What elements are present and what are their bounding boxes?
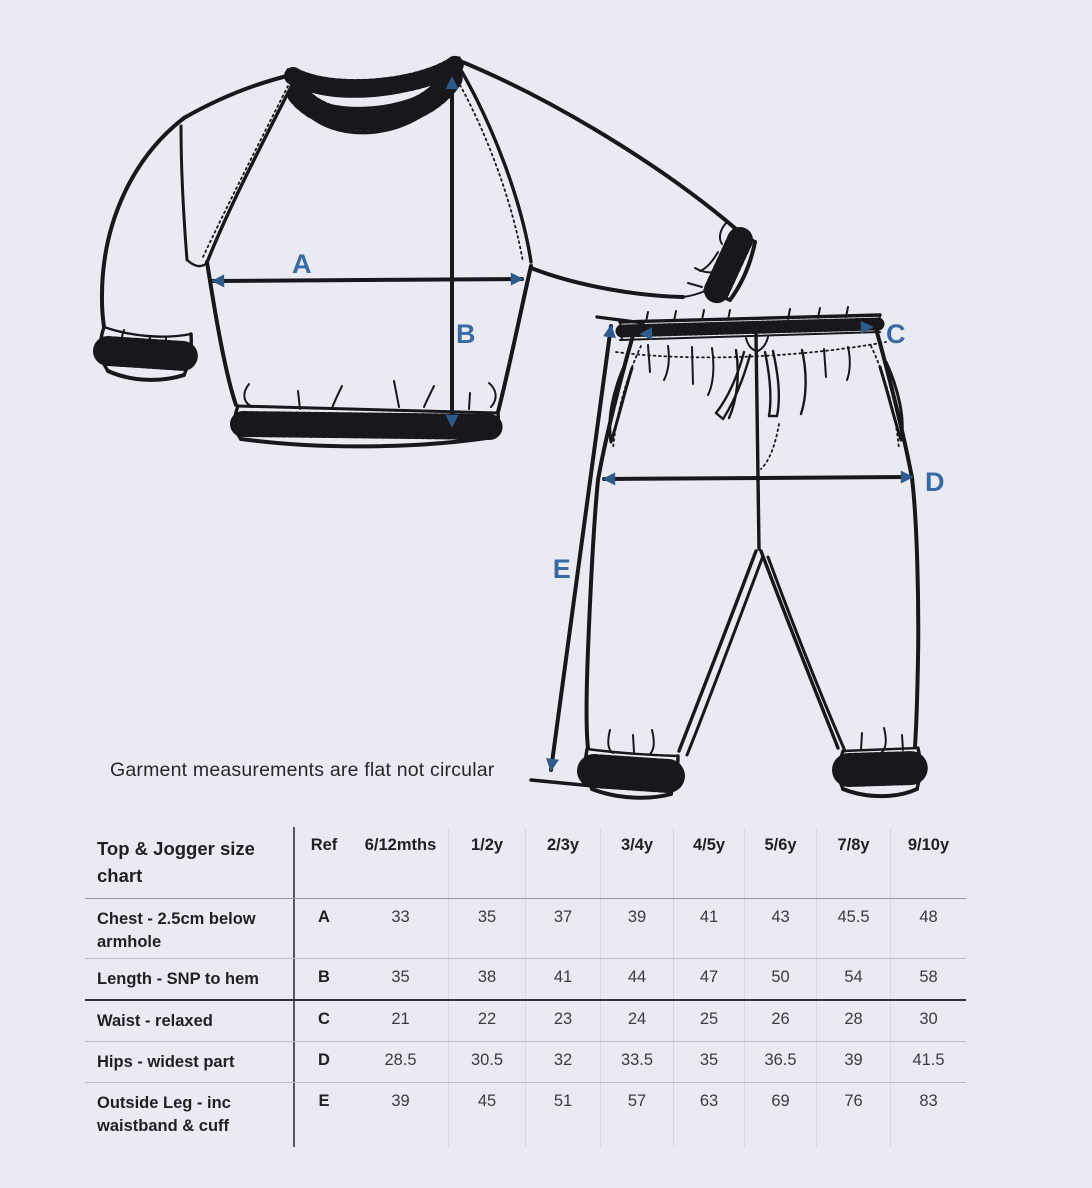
value-cell: 41.5	[890, 1042, 966, 1082]
table-row-hips	[85, 1042, 966, 1083]
value-cell: 51	[525, 1083, 600, 1147]
measurement-label-e: E	[552, 554, 572, 584]
value-cell: 36.5	[744, 1042, 816, 1082]
table-row-waist	[85, 1001, 966, 1042]
value-cell: 35	[448, 899, 525, 958]
value-cell: 32	[525, 1042, 600, 1082]
column-header-size: 1/2y	[448, 827, 525, 898]
table-row-outside-leg	[85, 1083, 966, 1147]
arrow-d-hips	[604, 477, 912, 479]
value-cell: 22	[448, 1001, 525, 1041]
value-cell: 43	[744, 899, 816, 958]
column-header-size: 2/3y	[525, 827, 600, 898]
measurement-label-a: A	[292, 249, 312, 279]
measurement-note: Garment measurements are flat not circular	[110, 759, 495, 781]
value-cell: 25	[673, 1001, 744, 1041]
measurement-label-c: C	[886, 319, 906, 349]
ref-cell: C	[318, 1010, 330, 1028]
row-label: Hips - widest part	[85, 1042, 295, 1082]
row-label: Chest - 2.5cm below armhole	[85, 899, 295, 958]
table-row-chest	[85, 899, 966, 959]
ref-cell: E	[318, 1092, 330, 1110]
measurement-label-b: B	[456, 319, 476, 349]
value-cell: 24	[600, 1001, 673, 1041]
value-cell: 76	[816, 1083, 890, 1147]
value-cell: 30.5	[448, 1042, 525, 1082]
row-label: Outside Leg - inc waistband & cuff	[85, 1083, 295, 1147]
column-header-ref: Ref	[310, 836, 338, 854]
value-cell: 30	[890, 1001, 966, 1041]
value-cell: 39	[391, 1092, 410, 1110]
column-header-size: 4/5y	[673, 827, 744, 898]
row-label: Waist - relaxed	[85, 1001, 295, 1041]
ref-cell: B	[318, 968, 330, 986]
measurement-label-d: D	[925, 467, 945, 497]
value-cell: 83	[890, 1083, 966, 1147]
value-cell: 58	[890, 959, 966, 999]
value-cell: 41	[525, 959, 600, 999]
table-row-length	[85, 959, 966, 1001]
value-cell: 47	[673, 959, 744, 999]
size-chart-table	[85, 827, 966, 1147]
value-cell: 54	[816, 959, 890, 999]
column-header-size: 7/8y	[816, 827, 890, 898]
sweatshirt-drawing	[101, 58, 755, 446]
value-cell: 44	[600, 959, 673, 999]
value-cell: 41	[673, 899, 744, 958]
column-header-size: 9/10y	[890, 827, 966, 898]
column-header-size: 3/4y	[600, 827, 673, 898]
value-cell: 21	[391, 1010, 410, 1028]
value-cell: 28	[816, 1001, 890, 1041]
value-cell: 35	[673, 1042, 744, 1082]
table-header-row	[85, 827, 966, 899]
column-header-size: 6/12mths	[364, 836, 437, 854]
value-cell: 69	[744, 1083, 816, 1147]
value-cell: 63	[673, 1083, 744, 1147]
value-cell: 45	[448, 1083, 525, 1147]
value-cell: 37	[525, 899, 600, 958]
column-header-size: 5/6y	[744, 827, 816, 898]
table-title: Top & Jogger size chart	[85, 827, 295, 898]
value-cell: 48	[890, 899, 966, 958]
value-cell: 39	[816, 1042, 890, 1082]
row-label: Length - SNP to hem	[85, 959, 295, 999]
ref-cell: D	[318, 1051, 330, 1069]
value-cell: 23	[525, 1001, 600, 1041]
arrow-a-chest	[213, 279, 522, 281]
value-cell: 39	[600, 899, 673, 958]
value-cell: 50	[744, 959, 816, 999]
ref-cell: A	[318, 908, 330, 926]
value-cell: 33	[391, 908, 410, 926]
value-cell: 57	[600, 1083, 673, 1147]
value-cell: 28.5	[384, 1051, 417, 1069]
value-cell: 33.5	[600, 1042, 673, 1082]
value-cell: 38	[448, 959, 525, 999]
arrow-e-outside-leg	[551, 326, 611, 770]
value-cell: 26	[744, 1001, 816, 1041]
joggers-drawing	[586, 307, 921, 798]
value-cell: 45.5	[816, 899, 890, 958]
value-cell: 35	[391, 968, 410, 986]
